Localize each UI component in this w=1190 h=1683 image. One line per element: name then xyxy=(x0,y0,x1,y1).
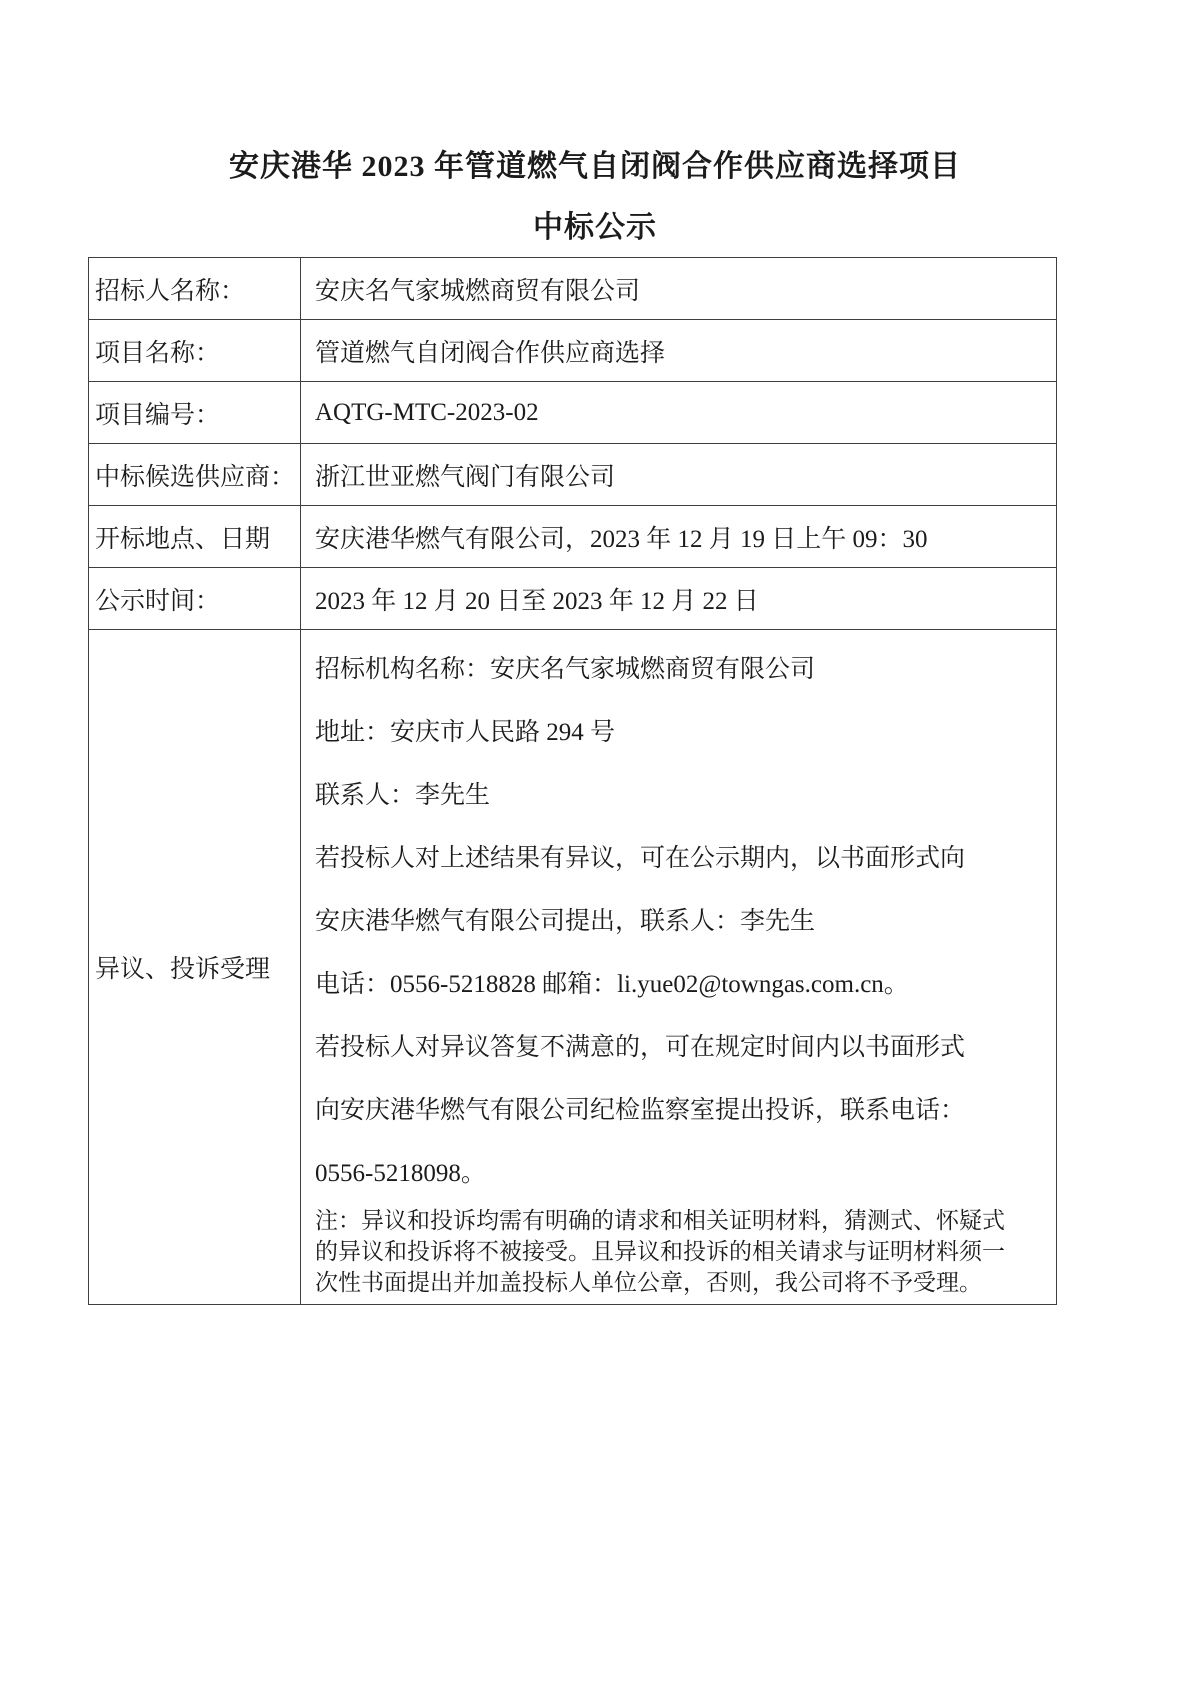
objection-line: 向安庆港华燃气有限公司纪检监察室提出投诉，联系电话： xyxy=(315,1097,966,1124)
objection-line: 招标机构名称：安庆名气家城燃商贸有限公司 xyxy=(315,656,816,683)
row-value: 安庆名气家城燃商贸有限公司 xyxy=(301,258,1057,320)
objection-note-line: 注：异议和投诉均需有明确的请求和相关证明材料，猜测式、怀疑式 xyxy=(315,1208,1005,1233)
objection-line: 安庆港华燃气有限公司提出，联系人：李先生 xyxy=(315,908,816,935)
objection-line: 0556-5218098。 xyxy=(315,1160,486,1187)
announcement-table xyxy=(88,257,1057,1305)
document-title: 安庆港华 2023 年管道燃气自闭阀合作供应商选择项目 xyxy=(229,150,961,183)
row-label: 中标候选供应商： xyxy=(89,444,301,506)
objection-line: 若投标人对上述结果有异议，可在公示期内，以书面形式向 xyxy=(315,845,966,872)
row-label: 公示时间： xyxy=(89,568,301,630)
objection-line: 电话：0556-5218828 邮箱：li.yue02@towngas.com.cn。 xyxy=(315,971,909,998)
objection-note-line: 次性书面提出并加盖投标人单位公章，否则，我公司将不予受理。 xyxy=(315,1270,982,1295)
table-row-objection xyxy=(89,630,1057,1305)
document-subtitle: 中标公示 xyxy=(533,211,657,244)
objection-line: 地址：安庆市人民路 294 号 xyxy=(315,719,616,746)
row-label: 项目编号： xyxy=(89,382,301,444)
row-value: 浙江世亚燃气阀门有限公司 xyxy=(301,444,1057,506)
row-value: 安庆港华燃气有限公司，2023 年 12 月 19 日上午 09：30 xyxy=(301,506,1057,568)
table-row-tenderer xyxy=(89,258,1057,320)
row-value: AQTG-MTC-2023-02 xyxy=(301,382,1057,444)
table-row-bid-opening xyxy=(89,506,1057,568)
table-row-winning-candidate xyxy=(89,444,1057,506)
row-label: 招标人名称： xyxy=(89,258,301,320)
table-row-publicity-period xyxy=(89,568,1057,630)
table-row-project-number xyxy=(89,382,1057,444)
row-label: 开标地点、日期 xyxy=(89,506,301,568)
row-value: 2023 年 12 月 20 日至 2023 年 12 月 22 日 xyxy=(301,568,1057,630)
row-label: 项目名称： xyxy=(89,320,301,382)
row-value: 管道燃气自闭阀合作供应商选择 xyxy=(301,320,1057,382)
table-row-project-name xyxy=(89,320,1057,382)
objection-content xyxy=(301,630,1057,1305)
objection-line: 若投标人对异议答复不满意的，可在规定时间内以书面形式 xyxy=(315,1034,966,1061)
objection-note-line: 的异议和投诉将不被接受。且异议和投诉的相关请求与证明材料须一 xyxy=(315,1239,1005,1264)
row-label: 异议、投诉受理 xyxy=(89,630,301,1305)
objection-line: 联系人：李先生 xyxy=(315,782,491,809)
